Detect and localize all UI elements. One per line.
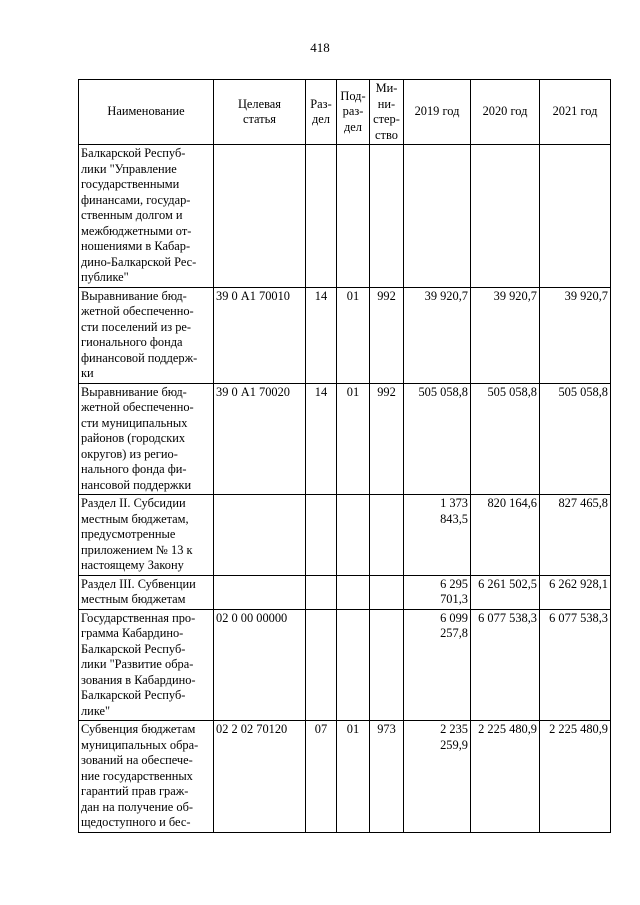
row-2021: 827 465,8 — [540, 495, 611, 576]
header-row — [79, 80, 611, 145]
row-section — [306, 575, 337, 609]
row-ministry: 973 — [370, 721, 404, 833]
row-target — [214, 575, 306, 609]
row-subsection: 01 — [337, 383, 370, 495]
row-subsection — [337, 609, 370, 721]
page-number: 418 — [310, 40, 330, 55]
row-ministry — [370, 495, 404, 576]
row-2020: 505 058,8 — [471, 383, 540, 495]
header-2020: 2020 год — [471, 80, 540, 145]
row-2021: 6 077 538,3 — [540, 609, 611, 721]
table-row — [79, 575, 611, 609]
row-section — [306, 145, 337, 288]
row-2020: 6 077 538,3 — [471, 609, 540, 721]
row-2020: 2 225 480,9 — [471, 721, 540, 833]
header-section: Раз- дел — [306, 80, 337, 145]
row-section: 07 — [306, 721, 337, 833]
table-row — [79, 287, 611, 383]
table-row — [79, 383, 611, 495]
row-name: Государственная про- грамма Кабардино- Балкарской Респуб- лики "Развитие обра- зования в Кабардино- Балкарской Респуб- лике" — [79, 609, 214, 721]
row-ministry: 992 — [370, 383, 404, 495]
row-2021 — [540, 145, 611, 288]
row-section: 14 — [306, 383, 337, 495]
row-section — [306, 609, 337, 721]
header-2021: 2021 год — [540, 80, 611, 145]
row-2021: 2 225 480,9 — [540, 721, 611, 833]
row-section — [306, 495, 337, 576]
row-2020 — [471, 145, 540, 288]
header-2019: 2019 год — [404, 80, 471, 145]
row-2020: 39 920,7 — [471, 287, 540, 383]
row-ministry — [370, 575, 404, 609]
row-name: Балкарской Респуб- лики "Управление государственными финансами, государ- ственным долгом и межбюджетными от- ношениями в Кабар- дино-Балкарской Рес- публике" — [79, 145, 214, 288]
row-target: 39 0 А1 70010 — [214, 287, 306, 383]
row-target — [214, 145, 306, 288]
table-row — [79, 609, 611, 721]
row-target: 39 0 А1 70020 — [214, 383, 306, 495]
row-target: 02 0 00 00000 — [214, 609, 306, 721]
row-2020: 820 164,6 — [471, 495, 540, 576]
row-2019: 505 058,8 — [404, 383, 471, 495]
row-name: Раздел II. Субсидии местным бюджетам, предусмотренные приложением № 13 к настоящему Закону — [79, 495, 214, 576]
row-name: Раздел III. Субвенции местным бюджетам — [79, 575, 214, 609]
row-2021: 505 058,8 — [540, 383, 611, 495]
row-ministry — [370, 609, 404, 721]
row-ministry: 992 — [370, 287, 404, 383]
header-name: Наименование — [79, 80, 214, 145]
header-ministry: Ми- ни- стер- ство — [370, 80, 404, 145]
row-2019: 1 373 843,5 — [404, 495, 471, 576]
table-row — [79, 495, 611, 576]
row-2019: 39 920,7 — [404, 287, 471, 383]
row-2019: 2 235 259,9 — [404, 721, 471, 833]
row-subsection: 01 — [337, 721, 370, 833]
row-2021: 39 920,7 — [540, 287, 611, 383]
row-name: Выравнивание бюд- жетной обеспеченно- сти муниципальных районов (городских округов) из регио- нального фонда фи- нансовой поддержки — [79, 383, 214, 495]
row-2021: 6 262 928,1 — [540, 575, 611, 609]
row-target: 02 2 02 70120 — [214, 721, 306, 833]
header-target: Целевая статья — [214, 80, 306, 145]
row-section: 14 — [306, 287, 337, 383]
row-target — [214, 495, 306, 576]
row-subsection: 01 — [337, 287, 370, 383]
table-row — [79, 145, 611, 288]
row-2019: 6 099 257,8 — [404, 609, 471, 721]
row-2019: 6 295 701,3 — [404, 575, 471, 609]
row-subsection — [337, 575, 370, 609]
row-subsection — [337, 495, 370, 576]
table-row — [79, 721, 611, 833]
row-2020: 6 261 502,5 — [471, 575, 540, 609]
row-ministry — [370, 145, 404, 288]
row-subsection — [337, 145, 370, 288]
row-name: Выравнивание бюд- жетной обеспеченно- сти поселений из ре- гионального фонда финансовой поддерж- ки — [79, 287, 214, 383]
budget-table — [78, 79, 611, 833]
row-name: Субвенция бюджетам муниципальных обра- зований на обеспече- ние государственных гарантий прав граж- дан на получение об- щедоступного и бес- — [79, 721, 214, 833]
header-subsection: Под- раз- дел — [337, 80, 370, 145]
row-2019 — [404, 145, 471, 288]
